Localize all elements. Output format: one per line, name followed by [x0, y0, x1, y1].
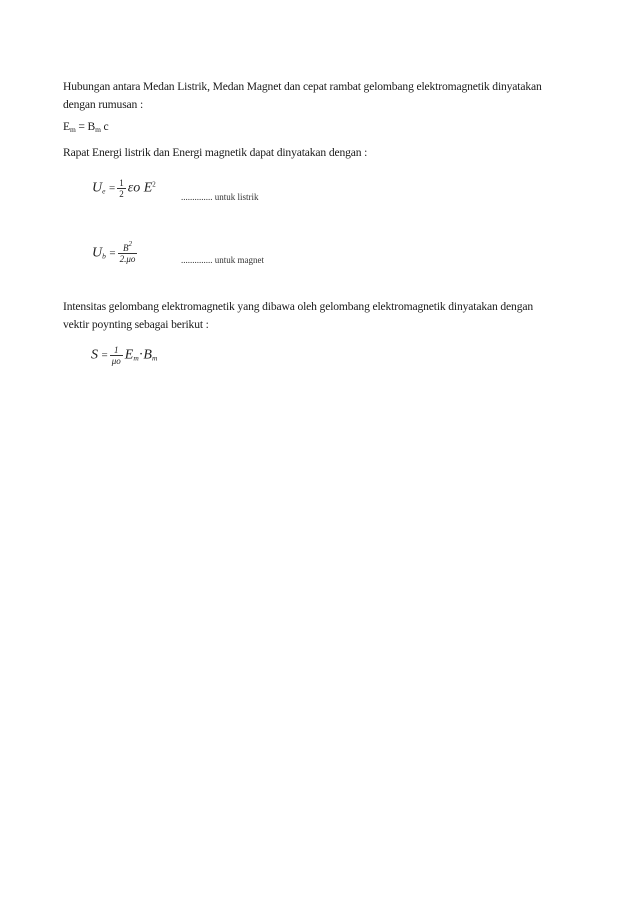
formula-poynting-e: E [124, 347, 134, 363]
note-electric-dots: .............. [181, 192, 213, 202]
formula-magnetic-energy [92, 240, 139, 264]
formula-poynting-e-sub: m [133, 353, 139, 363]
formula-magnetic-eq: = [109, 247, 116, 260]
relation-e-sub: m [69, 125, 76, 134]
formula-poynting-dot: · [138, 347, 144, 363]
formula-magnetic-den: 2.μo [119, 254, 136, 264]
energy-intro-paragraph: Rapat Energi listrik dan Energi magnetik dapat dinyatakan dengan : [63, 146, 368, 159]
intro-line-2: dengan rumusan : [63, 98, 144, 111]
formula-electric-num: 1 [119, 178, 124, 188]
formula-electric-eq: = [108, 182, 116, 195]
formula-electric-sup: 2 [152, 180, 156, 189]
formula-magnetic-lhs-sub: b [102, 251, 106, 261]
note-magnetic-dots: .............. [181, 255, 213, 265]
formula-magnetic-lhs: U [92, 245, 103, 261]
formula-poynting-den: μo [111, 356, 121, 366]
formula-magnetic-fraction [118, 240, 138, 264]
relation-equals: = [78, 120, 85, 133]
formula-poynting-b: B [143, 347, 152, 363]
intro-line-1: Hubungan antara Medan Listrik, Medan Magnet dan cepat rambat gelombang elektromagnetik dinyatakan [63, 80, 542, 93]
relation-e: E [63, 120, 70, 133]
formula-magnetic-num-wrap [118, 240, 138, 253]
formula-electric-lhs: U [92, 180, 103, 196]
note-electric [181, 192, 259, 202]
formula-poynting [91, 345, 157, 366]
poynting-intro-line-2: vektir poynting sebagai berikut : [63, 318, 209, 331]
note-magnetic [181, 255, 264, 265]
formula-poynting-fraction [110, 345, 123, 366]
relation-b: B [87, 120, 96, 133]
formula-poynting-num: 1 [113, 345, 119, 355]
relation-c: c [103, 120, 109, 133]
formula-electric-energy [92, 178, 156, 199]
relation-b-sub: m [95, 125, 101, 134]
poynting-intro-line-1: Intensitas gelombang elektromagnetik yang dibawa oleh gelombang elektromagnetik dinyatakan dengan [63, 300, 533, 313]
poynting-intro-paragraph [63, 298, 583, 334]
formula-electric-rest: εo E [127, 180, 153, 196]
formula-poynting-lhs: S [91, 347, 98, 363]
formula-poynting-b-sub: m [151, 353, 158, 363]
formula-electric-lhs-sub: e [102, 186, 106, 196]
formula-electric-den: 2 [119, 189, 124, 199]
formula-electric-fraction [117, 178, 126, 199]
formula-magnetic-num: B [122, 243, 129, 253]
relation-equation [63, 118, 583, 136]
intro-paragraph [63, 78, 583, 114]
note-magnetic-text: untuk magnet [214, 255, 264, 265]
formula-magnetic-num-sup: 2 [128, 240, 132, 248]
formula-poynting-eq: = [101, 349, 108, 362]
note-electric-text: untuk listrik [214, 192, 259, 202]
